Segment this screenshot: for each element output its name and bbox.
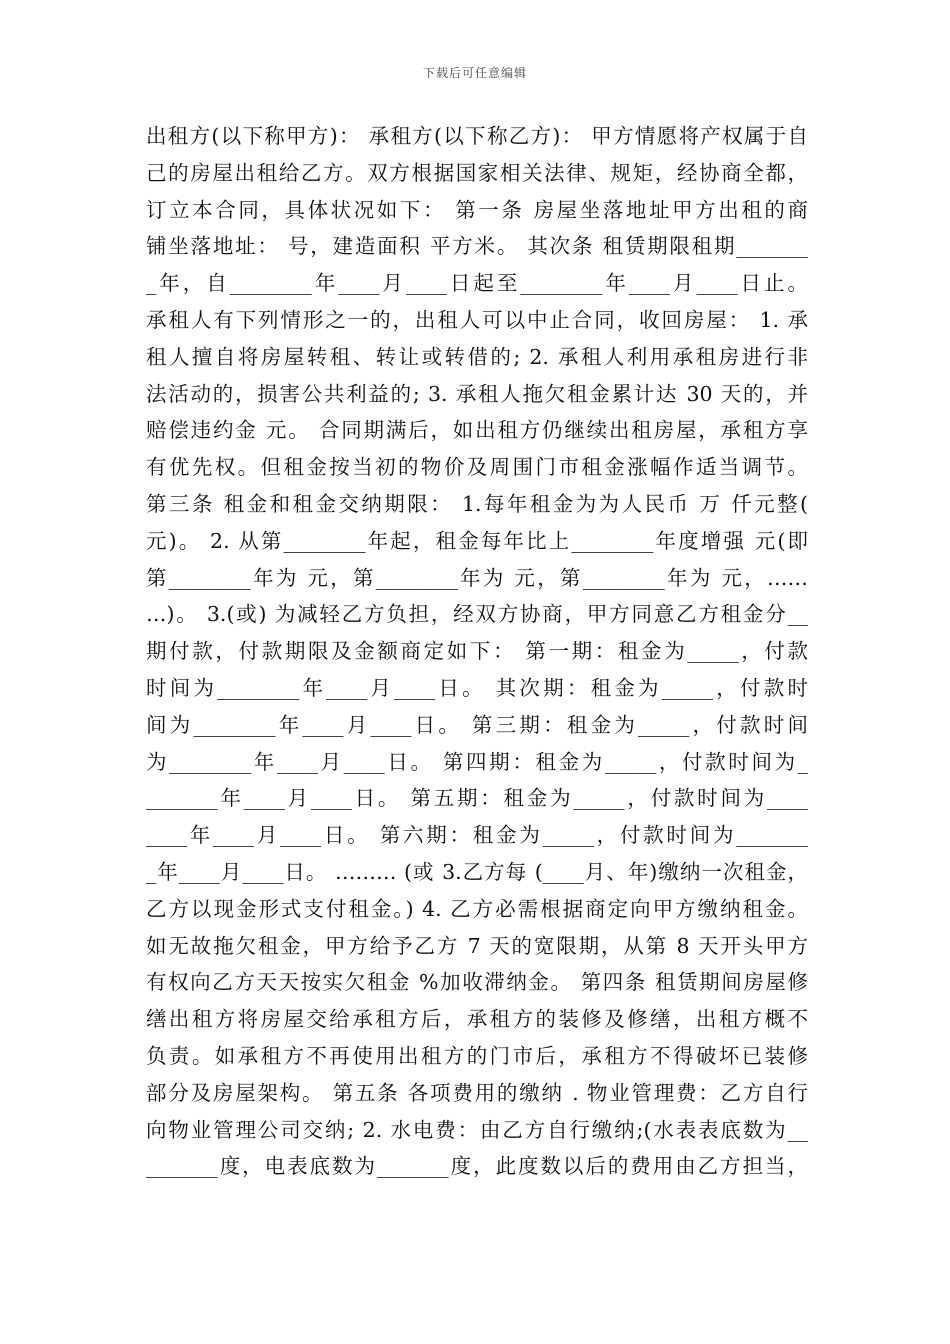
text-line: 有权向乙方天天按实欠租金 %加收滞纳金。 第四条 租赁期间房屋修 [146, 970, 808, 995]
text-line: 元)。 2. 从第________年起，租金每年比上________年度增强 元(即 [146, 528, 808, 553]
text-line: 期付款，付款期限及金额商定如下： 第一期：租金为_____，付款 [146, 639, 808, 664]
text-line: 承租人有下列情形之一的，出租人可以中止合同，收回房屋： 1. 承 [146, 307, 808, 332]
header-note: 下载后可任意编辑 [422, 66, 527, 80]
text-line: 有优先权。但租金按当初的物价及周围门市租金涨幅作适当调节。 [146, 455, 808, 480]
text-line: 时间为________年____月____日。 其次期：租金为_____，付款时 [146, 675, 808, 700]
text-line: _______度，电表底数为_______度，此度数以后的费用由乙方担当， [146, 1154, 808, 1179]
text-line: 部分及房屋架构。 第五条 各项费用的缴纳 . 物业管理费：乙方自行 [146, 1080, 808, 1105]
text-line: 如无故拖欠租金，甲方给予乙方 7 天的宽限期，从第 8 天开头甲方 [146, 933, 808, 958]
text-line: _______年____月____日。 第五期：租金为_____，付款时间为____ [146, 786, 808, 811]
text-line: 租人擅自将房屋转租、转让或转借的; 2. 承租人利用承租房进行非 [146, 344, 808, 369]
text-line: 法活动的，损害公共利益的; 3. 承租人拖欠租金累计达 30 天的，并 [146, 381, 808, 406]
text-line: 铺坐落地址： 号，建造面积 平方米。 其次条 租赁期限租期_______ [146, 234, 808, 259]
text-line: 负责。如承租方不再使用出租方的门市后，承租方不得破坏已装修 [146, 1043, 808, 1068]
text-line: 订立本合同，具体状况如下： 第一条 房屋坐落地址甲方出租的商 [146, 197, 808, 222]
text-line: _年____月____日。 ……… (或 3.乙方每 (____月、年)缴纳一次租金， [146, 859, 808, 884]
text-line: 第________年为 元，第________年为 元，第________年为 元，…… [146, 565, 808, 590]
text-line: 为________年____月____日。 第四期：租金为_____，付款时间为_ [146, 749, 808, 774]
text-line: 赔偿违约金 元。 合同期满后，如出租方仍继续出租房屋，承租方享 [146, 418, 808, 443]
text-line: 出租方(以下称甲方)： 承租方(以下称乙方)： 甲方情愿将产权属于自 [146, 124, 808, 148]
contract-body [146, 118, 808, 1185]
text-line: …)。 3.(或) 为减轻乙方负担，经双方协商，甲方同意乙方租金分__ [146, 602, 808, 627]
text-line: 向物业管理公司交纳; 2. 水电费：由乙方自行缴纳;(水表表底数为__ [146, 1117, 808, 1142]
text-line: 第三条 租金和租金交纳期限： 1.每年租金为为人民币 万 仟元整( [146, 491, 808, 516]
text-line: 乙方以现金形式支付租金。) 4. 乙方必需根据商定向甲方缴纳租金。 [146, 896, 808, 921]
text-line: _年，自________年____月____日起至________年____月____日止。 [146, 271, 808, 296]
text-line: 己的房屋出租给乙方。双方根据国家相关法律、规矩，经协商全都， [146, 160, 808, 185]
text-line: ____年____月____日。 第六期：租金为_____，付款时间为_______ [146, 823, 808, 848]
text-line: 间为________年____月____日。 第三期：租金为_____，付款时间 [146, 712, 808, 737]
text-line: 缮出租方将房屋交给承租方后，承租方的装修及修缮，出租方概不 [146, 1007, 808, 1032]
